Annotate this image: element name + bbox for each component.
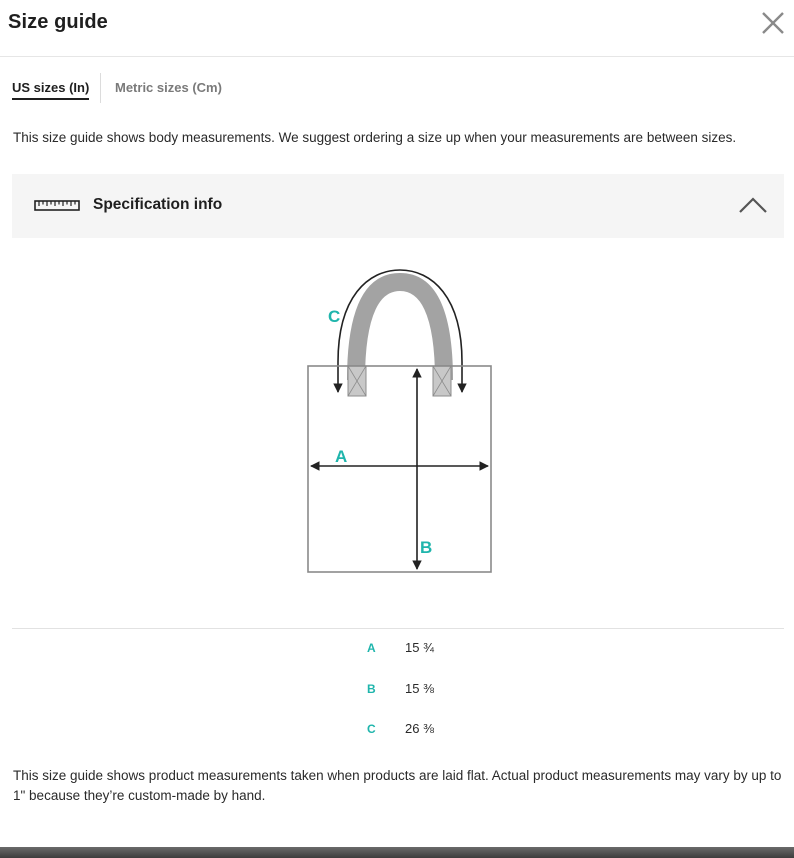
- bag-body: [308, 366, 491, 572]
- close-icon[interactable]: [760, 10, 786, 36]
- measurement-value: 15 ⅜: [405, 681, 434, 696]
- modal-header: [0, 0, 794, 57]
- section-divider: [12, 628, 784, 629]
- measurement-key: C: [367, 722, 376, 736]
- label-a: A: [335, 447, 348, 466]
- label-b: B: [420, 538, 433, 557]
- tab-metric-sizes[interactable]: Metric sizes (Cm): [115, 80, 222, 95]
- ruler-icon: [34, 199, 80, 213]
- bottom-bar: [0, 847, 794, 858]
- tab-us-sizes[interactable]: US sizes (In): [12, 80, 89, 100]
- intro-text: This size guide shows body measurements. We suggest ordering a size up when your measurements are between sizes.: [13, 130, 737, 145]
- measurement-key: A: [367, 641, 376, 655]
- measurement-value: 26 ⅜: [405, 721, 434, 736]
- tote-bag-diagram: [296, 262, 506, 582]
- product-measurement-note: This size guide shows product measurements taken when products are laid flat. Actual product measurements may vary by up to 1" because they’re custom-made by hand.: [13, 768, 782, 803]
- chevron-up-icon[interactable]: [738, 194, 768, 216]
- modal-title: Size guide: [8, 11, 108, 33]
- measurement-key: B: [367, 682, 376, 696]
- label-c: C: [328, 307, 341, 326]
- strap-attachment-right: [433, 366, 451, 396]
- specification-info-toggle[interactable]: [12, 174, 784, 238]
- measurement-value: 15 ¾: [405, 640, 434, 655]
- tab-divider: [100, 73, 101, 103]
- strap-attachment-left: [348, 366, 366, 396]
- specification-info-label: Specification info: [93, 196, 223, 213]
